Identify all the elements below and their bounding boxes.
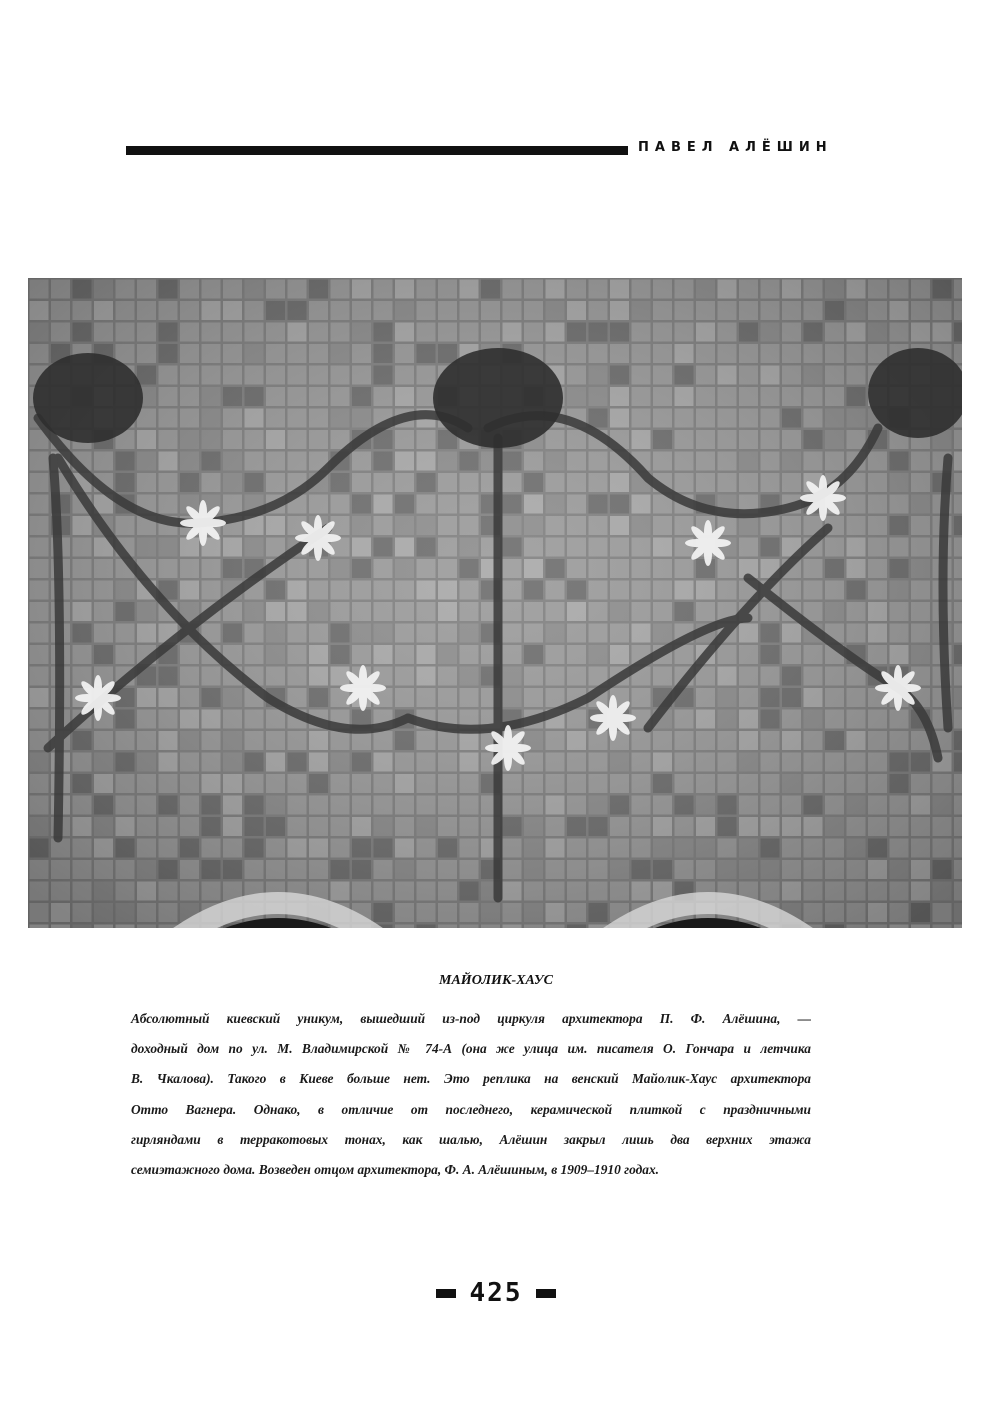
caption-line: В. Чкалова). Такого в Киеве больше нет. Это реплика на венский Майолик-Хаус архитектора: [131, 1071, 811, 1087]
flower-ornament: [180, 500, 226, 546]
flower-ornament: [590, 695, 636, 741]
page-footer: [0, 1278, 992, 1308]
page-number-dash-left: [436, 1289, 456, 1298]
flower-ornament: [800, 475, 846, 521]
flower-ornament: [295, 515, 341, 561]
page-number-dash-right: [536, 1289, 556, 1298]
header-rule: [126, 146, 628, 155]
caption-line: гирляндами в терракотовых тонах, как шалью, Алёшин закрыл лишь два верхних этажа: [131, 1131, 811, 1147]
flower-ornament: [485, 725, 531, 771]
running-head-author: ПАВЕЛ АЛЁШИН: [638, 140, 833, 155]
flower-ornament: [875, 665, 921, 711]
page-number: 425: [469, 1278, 523, 1308]
caption-line: доходный дом по ул. М. Владимирской № 74-А (она же улица им. писателя О. Гончара и летчика: [131, 1041, 811, 1057]
caption-line: семиэтажного дома. Возведен отцом архитектора, Ф. А. Алёшиным, в 1909–1910 годах.: [131, 1162, 659, 1178]
caption-line: Абсолютный киевский уникум, вышедший из-под циркуля архитектора П. Ф. Алёшина, —: [131, 1011, 811, 1026]
caption-body: [131, 1004, 811, 1185]
flower-ornament: [340, 665, 386, 711]
caption-line: Отто Вагнера. Однако, в отличие от последнего, керамической плиткой с праздничными: [131, 1101, 811, 1117]
flower-ornament: [685, 520, 731, 566]
majolica-house-photo: [28, 278, 962, 928]
flower-ornament: [75, 675, 121, 721]
caption-title: МАЙОЛИК-ХАУС: [439, 973, 553, 988]
